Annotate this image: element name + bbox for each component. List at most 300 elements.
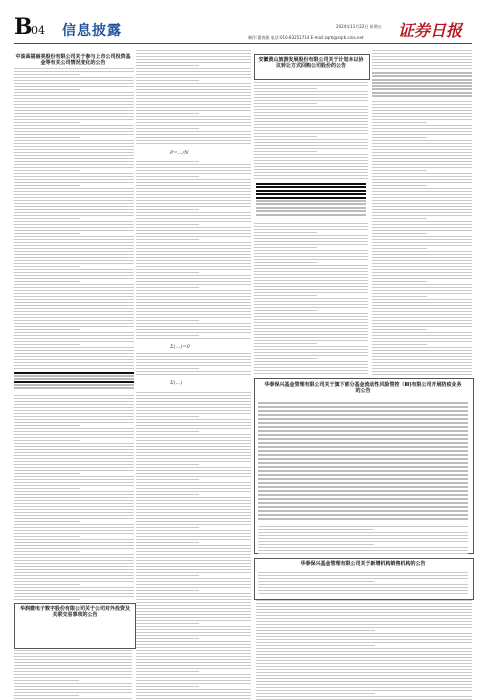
text-line xyxy=(136,629,251,630)
text-line xyxy=(14,245,134,246)
text-line xyxy=(14,473,80,474)
text-line xyxy=(14,551,80,552)
table-row xyxy=(372,85,472,87)
text-line xyxy=(372,152,472,153)
text-line xyxy=(14,416,134,417)
text-line xyxy=(254,145,368,146)
text-line xyxy=(136,587,251,588)
text-line xyxy=(14,452,134,453)
text-line xyxy=(14,332,134,333)
text-line xyxy=(256,633,472,634)
text-line xyxy=(136,125,251,126)
text-line xyxy=(14,545,134,546)
text-line xyxy=(254,115,368,116)
text-line xyxy=(136,401,251,402)
text-line xyxy=(14,134,134,135)
text-line xyxy=(14,269,134,270)
text-line xyxy=(136,50,251,51)
text-line xyxy=(136,572,251,573)
text-line xyxy=(372,209,472,210)
table-row xyxy=(14,387,134,389)
text-line xyxy=(14,485,134,486)
text-line xyxy=(136,251,251,252)
text-line xyxy=(14,467,134,468)
text-line xyxy=(254,319,368,320)
text-line xyxy=(136,584,251,585)
text-line xyxy=(14,170,80,171)
text-line xyxy=(14,299,134,300)
text-line xyxy=(136,260,251,261)
text-line xyxy=(14,527,134,528)
text-line xyxy=(372,197,472,198)
text-line xyxy=(136,656,251,657)
text-line xyxy=(254,337,368,338)
table-row xyxy=(372,72,472,74)
text-line xyxy=(14,521,80,522)
text-line xyxy=(136,122,251,123)
text-line xyxy=(254,301,368,302)
text-line xyxy=(372,164,472,165)
text-line xyxy=(136,257,251,258)
text-line xyxy=(136,614,251,615)
text-line xyxy=(14,92,134,93)
text-line xyxy=(14,578,134,579)
text-line xyxy=(258,593,468,594)
text-line xyxy=(254,262,317,263)
text-line xyxy=(14,560,134,561)
text-line xyxy=(254,229,368,230)
text-line xyxy=(14,254,134,255)
text-line xyxy=(372,302,472,303)
text-line xyxy=(372,107,472,108)
table-row xyxy=(258,502,468,504)
text-line xyxy=(254,355,368,356)
text-line xyxy=(372,263,472,264)
text-line xyxy=(136,308,251,309)
text-line xyxy=(372,290,472,291)
text-line xyxy=(14,512,134,513)
text-line xyxy=(136,638,199,639)
text-line xyxy=(258,590,468,591)
table-3 xyxy=(372,72,472,98)
text-line xyxy=(136,65,199,66)
text-line xyxy=(372,122,427,123)
text-line xyxy=(14,218,80,219)
table-row xyxy=(372,79,472,81)
text-line xyxy=(258,584,468,585)
text-line xyxy=(136,362,251,363)
text-line xyxy=(14,236,134,237)
text-line xyxy=(136,416,199,417)
text-line xyxy=(136,551,251,552)
text-line xyxy=(136,71,251,72)
text-line xyxy=(136,596,251,597)
text-line xyxy=(372,143,472,144)
text-line xyxy=(254,367,368,368)
text-line xyxy=(136,182,251,183)
text-line xyxy=(14,401,134,402)
text-line xyxy=(372,221,472,222)
text-line xyxy=(136,545,251,546)
text-line xyxy=(136,404,251,405)
text-line xyxy=(136,302,251,303)
text-line xyxy=(254,316,368,317)
text-line xyxy=(254,175,368,176)
text-line xyxy=(14,110,134,111)
table-row xyxy=(372,88,472,90)
text-line xyxy=(254,226,368,227)
text-line xyxy=(372,200,472,201)
text-line xyxy=(136,275,251,276)
text-line xyxy=(136,314,251,315)
page-header xyxy=(0,0,484,46)
text-line xyxy=(14,458,134,459)
text-line xyxy=(254,265,368,266)
text-line xyxy=(136,80,199,81)
text-line xyxy=(136,272,199,273)
text-line xyxy=(254,274,368,275)
newspaper-logo: 证券日报 xyxy=(398,21,463,40)
text-line xyxy=(136,53,251,54)
text-line xyxy=(14,443,134,444)
text-line xyxy=(254,373,368,374)
text-line xyxy=(14,311,134,312)
text-line xyxy=(372,233,427,234)
text-line xyxy=(256,606,472,607)
text-line xyxy=(136,398,251,399)
text-line xyxy=(14,272,134,273)
text-line xyxy=(254,235,368,236)
text-line xyxy=(254,259,368,260)
table-row xyxy=(14,384,134,386)
text-line xyxy=(136,524,251,525)
table-row xyxy=(256,183,366,185)
text-line xyxy=(136,197,251,198)
text-line xyxy=(256,684,472,685)
text-line xyxy=(136,335,199,336)
text-line xyxy=(136,245,251,246)
text-line xyxy=(258,526,468,527)
text-line xyxy=(136,221,251,222)
text-line xyxy=(14,353,134,354)
text-line xyxy=(256,672,472,673)
text-line xyxy=(14,314,134,315)
text-line xyxy=(14,221,134,222)
text-line xyxy=(136,218,251,219)
text-line xyxy=(14,677,132,678)
text-line xyxy=(254,142,368,143)
text-line xyxy=(14,248,134,249)
text-line xyxy=(136,227,251,228)
text-line xyxy=(136,170,251,171)
text-line xyxy=(136,176,199,177)
text-line xyxy=(136,683,251,684)
table-row xyxy=(258,458,468,460)
text-line xyxy=(136,689,251,690)
text-line xyxy=(14,497,134,498)
text-line xyxy=(254,163,368,164)
text-line xyxy=(372,248,427,249)
text-line xyxy=(372,335,472,336)
text-line xyxy=(14,350,134,351)
text-line xyxy=(136,563,251,564)
text-line xyxy=(136,641,251,642)
text-line xyxy=(136,611,251,612)
text-line xyxy=(372,257,472,258)
text-line xyxy=(14,404,134,405)
text-line xyxy=(372,299,472,300)
text-line xyxy=(258,553,468,554)
text-line xyxy=(14,359,134,360)
text-line xyxy=(136,167,251,168)
text-line xyxy=(14,167,134,168)
text-line xyxy=(136,623,199,624)
text-line xyxy=(136,692,251,693)
text-line xyxy=(14,77,134,78)
text-line xyxy=(254,109,368,110)
text-line xyxy=(372,149,472,150)
text-line xyxy=(136,266,251,267)
table-row xyxy=(256,197,366,199)
text-line xyxy=(372,134,472,135)
text-line xyxy=(136,116,251,117)
text-line xyxy=(14,518,134,519)
text-line xyxy=(254,103,317,104)
text-line xyxy=(136,566,251,567)
text-line xyxy=(14,230,134,231)
text-line xyxy=(14,284,134,285)
text-line xyxy=(372,365,472,366)
text-line xyxy=(254,82,368,83)
text-line xyxy=(14,422,134,423)
text-line xyxy=(136,203,251,204)
text-line xyxy=(372,167,472,168)
text-line xyxy=(136,254,251,255)
text-line xyxy=(372,179,472,180)
text-line xyxy=(14,671,132,672)
text-line xyxy=(14,209,134,210)
text-line xyxy=(14,437,134,438)
text-line xyxy=(136,602,251,603)
text-line xyxy=(14,557,134,558)
text-line xyxy=(14,131,134,132)
text-line xyxy=(136,278,251,279)
text-line xyxy=(372,281,427,282)
text-line xyxy=(136,296,251,297)
text-line xyxy=(14,80,134,81)
text-line xyxy=(14,227,134,228)
text-line xyxy=(14,224,134,225)
text-line xyxy=(372,185,427,186)
text-line xyxy=(136,650,251,651)
text-line xyxy=(14,584,80,585)
text-line xyxy=(136,104,251,105)
text-line xyxy=(136,206,251,207)
table-row xyxy=(258,430,468,432)
text-line xyxy=(372,275,472,276)
text-line xyxy=(14,278,134,279)
text-line xyxy=(14,536,80,537)
text-line xyxy=(136,407,251,408)
text-line xyxy=(14,95,134,96)
text-line xyxy=(372,341,472,342)
text-line xyxy=(14,86,134,87)
text-line xyxy=(256,615,472,616)
text-line xyxy=(136,215,251,216)
text-line xyxy=(136,239,199,240)
text-line xyxy=(14,119,134,120)
text-line xyxy=(14,251,134,252)
article-title-5: 华润微电子数字股份有限公司关于公司对外投资及关联交易事项的公告 xyxy=(19,606,130,618)
text-line xyxy=(14,530,134,531)
text-line xyxy=(256,660,472,661)
text-line xyxy=(256,690,472,691)
text-line xyxy=(14,683,132,684)
text-line xyxy=(14,71,134,72)
text-line xyxy=(14,347,134,348)
text-line xyxy=(372,56,472,57)
text-line xyxy=(256,612,472,613)
text-line xyxy=(136,287,199,288)
text-line xyxy=(14,668,132,669)
text-line xyxy=(14,503,134,504)
text-line xyxy=(14,686,132,687)
formula-2: Σ(…)=0 xyxy=(170,344,190,350)
text-line xyxy=(14,188,134,189)
text-line xyxy=(14,200,134,201)
text-line xyxy=(372,218,427,219)
text-line xyxy=(136,491,251,492)
text-line xyxy=(14,563,134,564)
text-line xyxy=(136,422,251,423)
text-line xyxy=(14,335,134,336)
text-line xyxy=(136,188,251,189)
text-line xyxy=(136,293,251,294)
text-line xyxy=(14,575,134,576)
text-line xyxy=(136,608,251,609)
text-line xyxy=(256,675,472,676)
text-line xyxy=(372,314,472,315)
text-line xyxy=(136,497,251,498)
text-line xyxy=(136,665,251,666)
text-line xyxy=(254,118,368,119)
text-line xyxy=(136,299,251,300)
text-line xyxy=(136,173,251,174)
text-line xyxy=(372,362,472,363)
text-line xyxy=(254,310,317,311)
text-line xyxy=(14,548,134,549)
text-line xyxy=(254,85,368,86)
text-line xyxy=(136,86,251,87)
text-line xyxy=(14,143,134,144)
text-line xyxy=(254,166,368,167)
text-line xyxy=(136,95,251,96)
text-line xyxy=(14,446,134,447)
text-line xyxy=(136,83,251,84)
text-line xyxy=(14,491,134,492)
page-number: 04 xyxy=(31,24,45,37)
text-line xyxy=(136,479,199,480)
text-line xyxy=(372,320,472,321)
text-line xyxy=(254,358,317,359)
text-line xyxy=(254,322,368,323)
table-row xyxy=(258,438,468,440)
text-line xyxy=(14,581,134,582)
text-line xyxy=(136,599,251,600)
text-line xyxy=(136,590,199,591)
text-line xyxy=(258,529,374,530)
text-line xyxy=(136,677,251,678)
table-row xyxy=(256,186,366,188)
text-line xyxy=(136,632,251,633)
text-line xyxy=(372,173,472,174)
text-line xyxy=(256,609,472,610)
table-row xyxy=(256,193,366,195)
text-line xyxy=(14,464,134,465)
text-line xyxy=(372,236,472,237)
text-line xyxy=(254,238,368,239)
text-line xyxy=(14,176,134,177)
formula-1: P=…/N xyxy=(170,150,189,156)
text-line xyxy=(136,485,251,486)
formula-3: Σ(…) xyxy=(170,380,183,386)
text-line xyxy=(14,692,132,693)
text-line xyxy=(372,182,472,183)
text-line xyxy=(372,368,472,369)
text-line xyxy=(372,344,427,345)
text-line xyxy=(14,281,80,282)
text-line xyxy=(258,581,374,582)
text-line xyxy=(14,461,134,462)
text-line xyxy=(256,621,472,622)
text-line xyxy=(14,206,134,207)
text-line xyxy=(136,269,251,270)
text-line xyxy=(372,326,472,327)
text-line xyxy=(254,328,368,329)
text-line xyxy=(254,370,368,371)
text-line xyxy=(136,212,251,213)
text-line xyxy=(372,158,472,159)
text-line xyxy=(14,515,134,516)
text-line xyxy=(136,185,251,186)
text-line xyxy=(136,554,251,555)
table-row xyxy=(258,418,468,420)
text-line xyxy=(372,317,472,318)
text-line xyxy=(136,617,251,618)
text-line xyxy=(136,458,251,459)
text-line xyxy=(14,338,134,339)
text-line xyxy=(372,191,472,192)
text-line xyxy=(14,152,134,153)
text-line xyxy=(14,407,134,408)
text-line xyxy=(14,470,134,471)
text-line xyxy=(254,136,317,137)
text-line xyxy=(14,698,132,699)
table-row xyxy=(258,454,468,456)
text-line xyxy=(372,188,472,189)
text-line xyxy=(136,164,251,165)
text-line xyxy=(136,332,251,333)
table-row xyxy=(14,372,134,374)
text-line xyxy=(372,242,472,243)
text-line xyxy=(14,242,134,243)
text-line xyxy=(372,113,472,114)
text-line xyxy=(14,107,134,108)
text-line xyxy=(372,215,472,216)
text-line xyxy=(136,317,251,318)
text-line xyxy=(136,455,251,456)
text-line xyxy=(256,645,375,646)
